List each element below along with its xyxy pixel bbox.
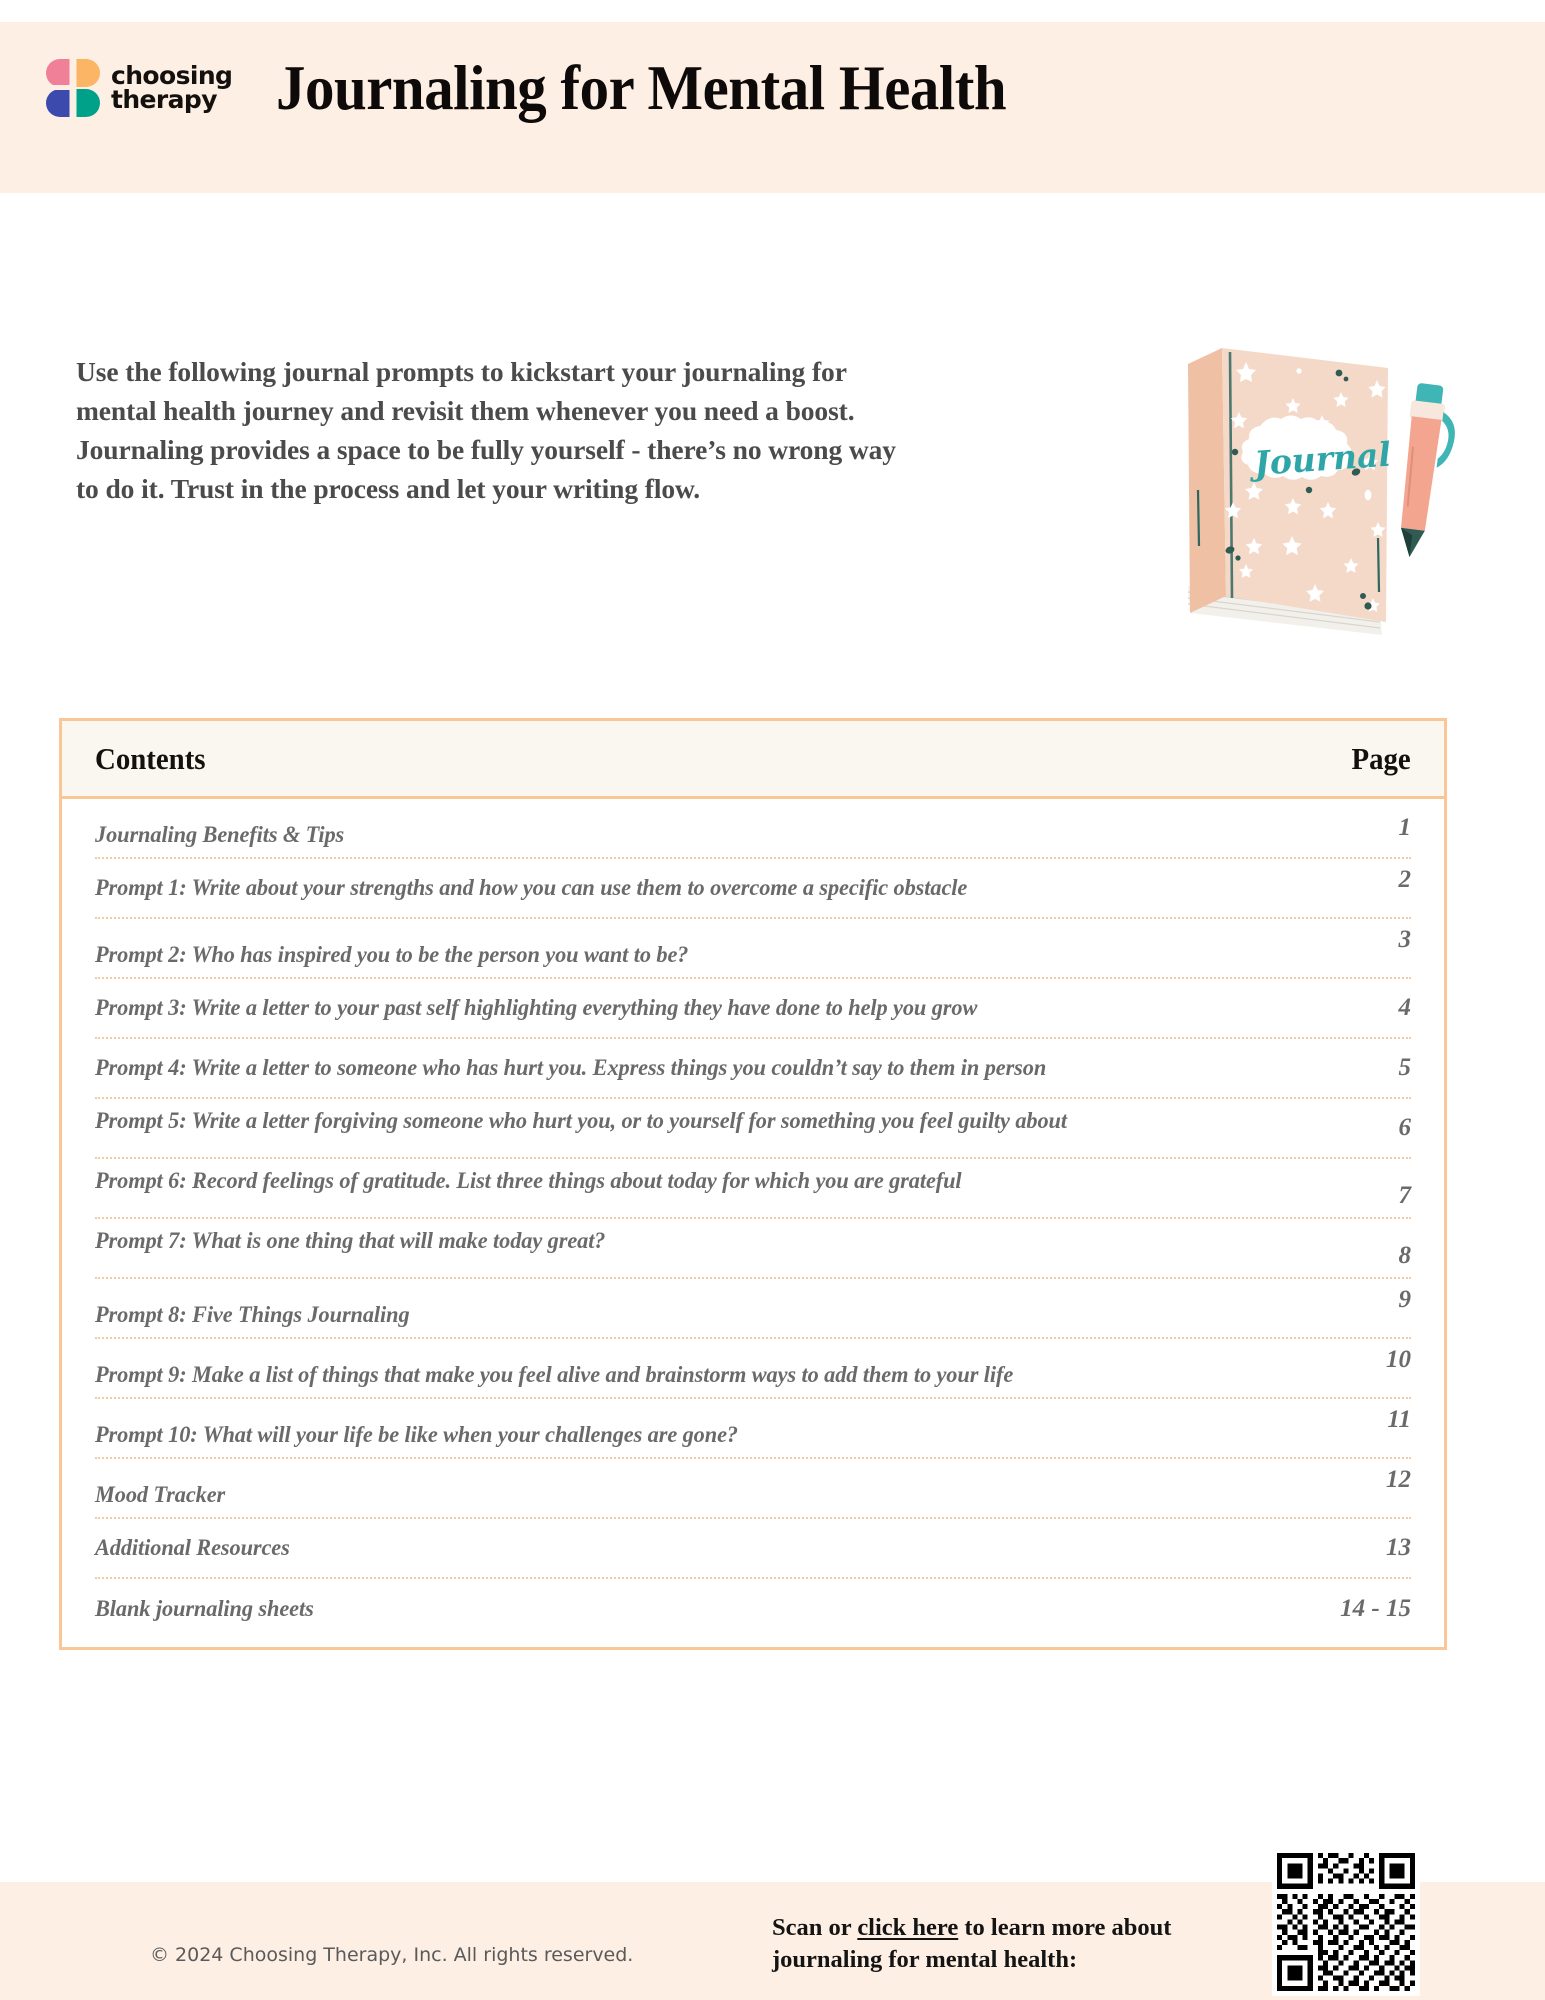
contents-table xyxy=(59,718,1447,1650)
table-row[interactable] xyxy=(95,1579,1411,1639)
table-row[interactable] xyxy=(95,1339,1411,1399)
journal-and-pen-illustration xyxy=(1130,330,1460,650)
table-row[interactable] xyxy=(95,1399,1411,1459)
brand-logo-line2: therapy xyxy=(111,84,217,114)
toc-entry-title: Prompt 4: Write a letter to someone who has hurt you. Express things you couldn’t say to them in person xyxy=(95,1054,1047,1081)
table-row[interactable] xyxy=(95,1519,1411,1579)
toc-entry-title: Prompt 3: Write a letter to your past self highlighting everything they have done to help you grow xyxy=(95,994,978,1021)
toc-entry-title: Prompt 9: Make a list of things that make you feel alive and brainstorm ways to add them to your life xyxy=(95,1361,1014,1388)
toc-entry-page: 10 xyxy=(1386,1346,1411,1373)
copyright-text: © 2024 Choosing Therapy, Inc. All rights reserved. xyxy=(150,1944,634,1966)
toc-entry-page: 3 xyxy=(1398,926,1411,953)
toc-entry-title: Prompt 8: Five Things Journaling xyxy=(95,1301,410,1328)
table-row[interactable] xyxy=(95,1159,1411,1219)
table-row[interactable] xyxy=(95,979,1411,1039)
qr-code[interactable] xyxy=(1272,1848,1420,1996)
choosing-therapy-logo-icon xyxy=(46,57,100,118)
toc-entry-page: 5 xyxy=(1398,1054,1411,1081)
scan-callout xyxy=(772,1912,1252,1977)
toc-entry-page: 12 xyxy=(1386,1466,1411,1493)
brand-logo[interactable] xyxy=(46,57,232,118)
toc-entry-page: 13 xyxy=(1386,1534,1411,1561)
table-row[interactable] xyxy=(95,1219,1411,1279)
toc-entry-title: Prompt 6: Record feelings of gratitude. List three things about today for which you are grateful xyxy=(95,1167,962,1194)
toc-entry-page: 8 xyxy=(1398,1242,1411,1269)
scan-suffix: to learn more about journaling for mental health: xyxy=(772,1914,1172,1974)
toc-entry-title: Prompt 5: Write a letter forgiving someone who hurt you, or to yourself for something you feel guilty about xyxy=(95,1107,1067,1134)
toc-entry-page: 14 - 15 xyxy=(1340,1595,1411,1622)
table-row[interactable] xyxy=(95,799,1411,859)
toc-entry-page: 7 xyxy=(1398,1182,1411,1209)
table-row[interactable] xyxy=(95,1459,1411,1519)
toc-entry-title: Mood Tracker xyxy=(95,1481,226,1508)
toc-entry-title: Blank journaling sheets xyxy=(95,1595,314,1622)
toc-entry-page: 6 xyxy=(1398,1114,1411,1141)
contents-table-body xyxy=(62,799,1444,1647)
intro-paragraph: Use the following journal prompts to kickstart your journaling for mental health journey and revisit them whenever you need a boost. Journaling provides a space to be fully yourself - there’s no wrong way to do it. Trust in the process and let your writing flow. xyxy=(76,356,896,505)
toc-entry-title: Prompt 2: Who has inspired you to be the person you want to be? xyxy=(95,941,689,968)
contents-column-header: Contents xyxy=(95,740,206,776)
toc-entry-page: 1 xyxy=(1398,814,1411,841)
toc-entry-title: Prompt 1: Write about your strengths and how you can use them to overcome a specific obstacle xyxy=(95,874,968,901)
brand-logo-line1: choosing xyxy=(111,60,233,90)
click-here-link[interactable]: click here xyxy=(857,1914,959,1941)
page-column-header: Page xyxy=(1351,740,1411,776)
svg-text:Journal: Journal xyxy=(1252,434,1393,483)
page-title: Journaling for Mental Health xyxy=(276,52,1007,123)
toc-entry-title: Journaling Benefits & Tips xyxy=(95,821,345,848)
table-row[interactable] xyxy=(95,859,1411,919)
table-row[interactable] xyxy=(95,1099,1411,1159)
table-row[interactable] xyxy=(95,1039,1411,1099)
toc-entry-page: 2 xyxy=(1398,866,1411,893)
toc-entry-title: Additional Resources xyxy=(95,1534,290,1561)
toc-entry-title: Prompt 10: What will your life be like when your challenges are gone? xyxy=(95,1421,738,1448)
toc-entry-title: Prompt 7: What is one thing that will make today great? xyxy=(95,1227,606,1254)
brand-logo-wordmark xyxy=(111,60,233,114)
table-row[interactable] xyxy=(95,1279,1411,1339)
scan-prefix: Scan or xyxy=(772,1914,858,1941)
toc-entry-page: 9 xyxy=(1398,1286,1411,1313)
table-row[interactable] xyxy=(95,919,1411,979)
contents-table-header xyxy=(62,721,1444,799)
toc-entry-page: 4 xyxy=(1398,994,1411,1021)
toc-entry-page: 11 xyxy=(1387,1406,1411,1433)
